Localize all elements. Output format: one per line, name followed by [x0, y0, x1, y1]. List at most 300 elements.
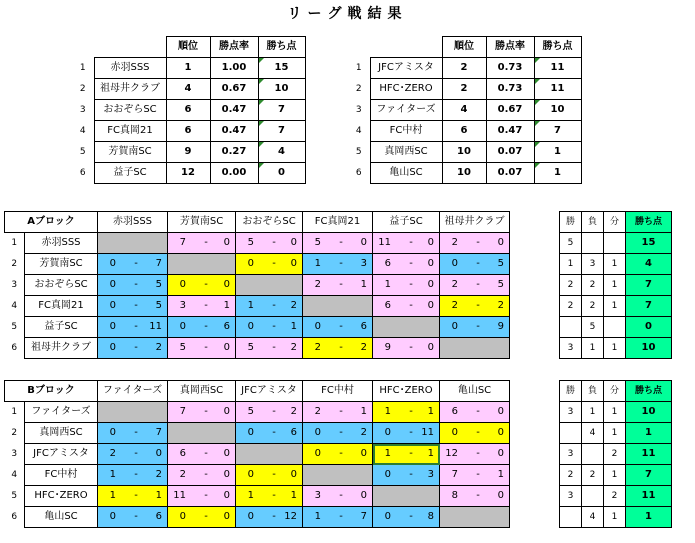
match-result-cell[interactable] [236, 296, 303, 317]
row-team-name[interactable]: 益子SC [25, 317, 98, 338]
row-number: 5 [79, 147, 86, 157]
match-result-cell[interactable] [440, 423, 510, 444]
score-dash: - [476, 279, 480, 290]
score-dash: - [409, 448, 413, 459]
draws-cell[interactable]: 1 [604, 338, 626, 359]
match-result-cell[interactable] [236, 233, 303, 254]
row-number: 3 [79, 105, 86, 115]
score-dash: - [204, 279, 208, 290]
stats-header-row [560, 381, 672, 402]
matrix-header-team: HFC･ZERO [373, 381, 440, 402]
stats-header-1: 負 [582, 212, 604, 233]
self-match-cell [98, 402, 168, 423]
points-cell[interactable]: 7 [534, 121, 581, 142]
away-score: 0 [427, 279, 435, 290]
stats-row [560, 402, 672, 423]
rank-cell[interactable]: 4 [166, 79, 210, 100]
match-result-cell[interactable] [303, 338, 373, 359]
match-result-cell[interactable] [168, 233, 236, 254]
matrix-header-team: FC中村 [303, 381, 373, 402]
home-score: 0 [179, 511, 186, 522]
match-result-cell[interactable] [98, 338, 168, 359]
match-result-cell[interactable] [440, 275, 510, 296]
away-score: 5 [155, 279, 163, 290]
match-result-cell[interactable] [373, 275, 440, 296]
rate-cell[interactable]: 0.07 [486, 163, 534, 184]
score-dash: - [204, 490, 208, 501]
score-dash: - [476, 469, 480, 480]
home-score: 7 [451, 469, 458, 480]
wins-cell[interactable] [560, 423, 582, 444]
draws-cell[interactable]: 1 [604, 507, 626, 528]
match-result-cell[interactable] [303, 233, 373, 254]
wins-cell[interactable]: 3 [560, 486, 582, 507]
match-result-cell[interactable] [373, 233, 440, 254]
match-result-cell[interactable] [98, 507, 168, 528]
standings-header-2: 勝ち点 [258, 37, 305, 58]
match-result-cell[interactable] [373, 465, 440, 486]
row-team-name[interactable]: JFCアミスタ [25, 444, 98, 465]
match-result-cell[interactable] [98, 317, 168, 338]
row-team-name[interactable]: 祖母井クラブ [25, 338, 98, 359]
away-score: 2 [360, 342, 368, 353]
draws-cell[interactable]: 2 [604, 444, 626, 465]
team-name-cell[interactable]: HFC･ZERO [370, 79, 442, 100]
wins-cell[interactable]: 2 [560, 275, 582, 296]
total-points-cell[interactable]: 11 [626, 486, 672, 507]
draws-cell[interactable]: 2 [604, 486, 626, 507]
matrix-row [5, 402, 510, 423]
rank-cell[interactable]: 10 [442, 163, 486, 184]
total-points-cell[interactable]: 4 [626, 254, 672, 275]
points-cell[interactable]: 1 [534, 142, 581, 163]
row-number: 4 [11, 301, 18, 311]
stats-header-3: 勝ち点 [626, 381, 672, 402]
match-result-cell[interactable] [168, 444, 236, 465]
team-name-cell[interactable]: FC真岡21 [94, 121, 166, 142]
row-team-name[interactable]: おおぞらSC [25, 275, 98, 296]
home-score: 5 [247, 342, 255, 353]
standings-row [72, 58, 305, 79]
away-score: 2 [290, 406, 297, 417]
away-score: 7 [360, 511, 367, 522]
match-result-cell[interactable] [236, 254, 303, 275]
total-points-cell[interactable]: 0 [626, 317, 672, 338]
matrix-header-team: 真岡西SC [168, 381, 236, 402]
points-cell[interactable]: 11 [534, 79, 581, 100]
losses-cell[interactable] [582, 233, 604, 254]
match-result-cell[interactable] [303, 486, 373, 507]
rank-cell[interactable]: 10 [442, 142, 486, 163]
match-result-cell[interactable] [440, 296, 510, 317]
row-number: 2 [79, 84, 86, 94]
away-score: 0 [360, 237, 368, 248]
match-result-cell[interactable] [303, 507, 373, 528]
match-result-cell[interactable] [168, 507, 236, 528]
match-result-cell[interactable] [168, 402, 236, 423]
match-result-cell[interactable] [303, 275, 373, 296]
team-name-cell[interactable]: 祖母井クラブ [94, 79, 166, 100]
match-result-cell[interactable] [440, 317, 510, 338]
away-score: 1 [360, 279, 368, 290]
score-dash: - [339, 406, 343, 417]
rate-cell[interactable]: 0.00 [210, 163, 258, 184]
match-result-cell[interactable] [303, 444, 373, 465]
score-dash: - [204, 300, 208, 311]
match-result-cell[interactable] [98, 275, 168, 296]
row-number: 4 [355, 126, 362, 136]
draws-cell[interactable]: 1 [604, 423, 626, 444]
away-score: 0 [360, 448, 367, 459]
score-dash: - [272, 469, 276, 480]
score-dash: - [476, 406, 480, 417]
match-result-cell[interactable] [168, 296, 236, 317]
match-result-cell[interactable] [168, 486, 236, 507]
rate-cell[interactable]: 0.67 [486, 100, 534, 121]
home-score: 6 [451, 406, 458, 417]
wins-cell[interactable]: 5 [560, 233, 582, 254]
away-score: 11 [149, 321, 163, 332]
rank-cell[interactable]: 6 [166, 100, 210, 121]
losses-cell[interactable] [582, 486, 604, 507]
home-score: 2 [314, 342, 322, 353]
row-number: 3 [11, 280, 18, 290]
rank-cell[interactable]: 4 [442, 100, 486, 121]
row-number: 2 [11, 259, 18, 269]
rank-cell[interactable]: 12 [166, 163, 210, 184]
match-result-cell[interactable] [440, 465, 510, 486]
away-score: 0 [223, 490, 230, 501]
standings-header-row [348, 37, 581, 58]
wins-cell[interactable]: 2 [560, 465, 582, 486]
home-score: 0 [384, 427, 391, 438]
score-dash: - [204, 511, 208, 522]
row-number: 1 [355, 63, 362, 73]
draws-cell[interactable]: 1 [604, 275, 626, 296]
row-team-name[interactable]: 芳賀南SC [25, 254, 98, 275]
matrix-row [5, 465, 510, 486]
team-name-cell[interactable]: 益子SC [94, 163, 166, 184]
match-result-cell[interactable] [98, 254, 168, 275]
wins-cell[interactable]: 3 [560, 402, 582, 423]
home-score: 2 [314, 279, 322, 290]
away-score: 5 [497, 279, 505, 290]
row-team-name[interactable]: HFC･ZERO [25, 486, 98, 507]
score-dash: - [134, 448, 138, 459]
stats-header-1: 負 [582, 381, 604, 402]
rank-cell[interactable]: 9 [166, 142, 210, 163]
losses-cell[interactable]: 1 [582, 338, 604, 359]
score-dash: - [339, 342, 343, 353]
matrix-header-team: FC真岡21 [303, 212, 373, 233]
match-result-cell[interactable] [440, 402, 510, 423]
away-score: 0 [223, 342, 231, 353]
team-name-cell[interactable]: JFCアミスタ [370, 58, 442, 79]
row-team-name[interactable]: 亀山SC [25, 507, 98, 528]
draws-cell[interactable] [604, 317, 626, 338]
score-dash: - [339, 321, 343, 332]
row-team-name[interactable]: ファイターズ [25, 402, 98, 423]
score-dash: - [476, 448, 480, 459]
match-result-cell[interactable] [373, 296, 440, 317]
match-result-cell[interactable] [303, 402, 373, 423]
match-result-cell[interactable] [373, 507, 440, 528]
self-match-cell [373, 317, 440, 338]
stats-row [560, 275, 672, 296]
stats-row [560, 507, 672, 528]
home-score: 6 [384, 258, 392, 269]
match-result-cell[interactable] [373, 444, 440, 465]
away-score: 3 [427, 469, 434, 480]
rate-cell[interactable]: 0.47 [210, 121, 258, 142]
match-result-cell[interactable] [303, 317, 373, 338]
losses-cell[interactable] [582, 444, 604, 465]
match-result-cell[interactable] [98, 296, 168, 317]
match-result-cell[interactable] [168, 317, 236, 338]
match-result-cell[interactable] [440, 254, 510, 275]
matrix-row [5, 275, 510, 296]
away-score: 0 [427, 237, 435, 248]
home-score: 2 [179, 469, 186, 480]
points-cell[interactable]: 7 [258, 121, 305, 142]
losses-cell[interactable]: 3 [582, 254, 604, 275]
home-score: 7 [179, 406, 186, 417]
match-result-cell[interactable] [98, 423, 168, 444]
losses-cell[interactable]: 2 [582, 275, 604, 296]
away-score: 0 [290, 258, 298, 269]
match-result-cell[interactable] [373, 423, 440, 444]
match-result-cell[interactable] [168, 465, 236, 486]
team-name-cell[interactable]: おおぞらSC [94, 100, 166, 121]
rate-cell[interactable]: 1.00 [210, 58, 258, 79]
points-cell[interactable]: 0 [258, 163, 305, 184]
rank-cell[interactable]: 6 [166, 121, 210, 142]
match-result-cell[interactable] [236, 465, 303, 486]
match-result-cell[interactable] [440, 233, 510, 254]
match-result-cell[interactable] [440, 444, 510, 465]
score-dash: - [272, 342, 276, 353]
team-name-cell[interactable]: 亀山SC [370, 163, 442, 184]
total-points-cell[interactable]: 1 [626, 507, 672, 528]
team-name-cell[interactable]: FC中村 [370, 121, 442, 142]
draws-cell[interactable]: 1 [604, 465, 626, 486]
wins-cell[interactable] [560, 507, 582, 528]
standings-row [72, 100, 305, 121]
home-score: 2 [314, 406, 321, 417]
away-score: 12 [284, 511, 297, 522]
wins-cell[interactable]: 3 [560, 338, 582, 359]
match-result-cell[interactable] [236, 423, 303, 444]
total-points-cell[interactable]: 7 [626, 275, 672, 296]
away-score: 0 [290, 469, 297, 480]
points-cell[interactable]: 1 [534, 163, 581, 184]
rate-cell[interactable]: 0.27 [210, 142, 258, 163]
stats-row [560, 486, 672, 507]
rate-cell[interactable]: 0.67 [210, 79, 258, 100]
match-result-cell[interactable] [236, 338, 303, 359]
team-name-cell[interactable]: 赤羽SSS [94, 58, 166, 79]
match-result-cell[interactable] [440, 486, 510, 507]
rank-cell[interactable]: 6 [442, 121, 486, 142]
home-score: 0 [109, 342, 117, 353]
away-score: 5 [155, 300, 163, 311]
points-cell[interactable]: 4 [258, 142, 305, 163]
row-number: 4 [79, 126, 86, 136]
team-name-cell[interactable]: 芳賀南SC [94, 142, 166, 163]
match-result-cell[interactable] [373, 338, 440, 359]
score-dash: - [409, 511, 413, 522]
home-score: 11 [378, 237, 392, 248]
match-result-cell[interactable] [98, 444, 168, 465]
losses-cell[interactable]: 4 [582, 507, 604, 528]
away-score: 2 [497, 300, 505, 311]
row-team-name[interactable]: 真岡西SC [25, 423, 98, 444]
blank-cell [370, 37, 442, 58]
rate-cell[interactable]: 0.73 [486, 58, 534, 79]
away-score: 0 [427, 300, 435, 311]
total-points-cell[interactable]: 11 [626, 444, 672, 465]
home-score: 0 [109, 300, 117, 311]
total-points-cell[interactable]: 15 [626, 233, 672, 254]
match-result-cell[interactable] [373, 402, 440, 423]
matrix-row [5, 233, 510, 254]
away-score: 6 [360, 321, 368, 332]
match-result-cell[interactable] [168, 275, 236, 296]
points-cell[interactable]: 7 [258, 100, 305, 121]
home-score: 1 [247, 300, 255, 311]
wins-cell[interactable] [560, 317, 582, 338]
away-score: 2 [155, 342, 163, 353]
draws-cell[interactable]: 1 [604, 296, 626, 317]
matrix-row [5, 507, 510, 528]
losses-cell[interactable]: 4 [582, 423, 604, 444]
home-score: 0 [451, 321, 459, 332]
score-dash: - [409, 469, 413, 480]
total-points-cell[interactable]: 7 [626, 296, 672, 317]
wins-cell[interactable]: 2 [560, 296, 582, 317]
score-dash: - [409, 406, 413, 417]
home-score: 2 [109, 448, 116, 459]
match-result-cell[interactable] [236, 486, 303, 507]
match-result-cell[interactable] [236, 507, 303, 528]
stats-row [560, 465, 672, 486]
away-score: 0 [223, 406, 230, 417]
stats-header-3: 勝ち点 [626, 212, 672, 233]
score-dash: - [272, 237, 276, 248]
away-score: 0 [427, 258, 435, 269]
standings-row [72, 79, 305, 100]
rank-cell[interactable]: 2 [442, 79, 486, 100]
wins-cell[interactable]: 3 [560, 444, 582, 465]
score-dash: - [134, 427, 138, 438]
score-dash: - [134, 469, 138, 480]
home-score: 0 [247, 321, 255, 332]
draws-cell[interactable]: 1 [604, 402, 626, 423]
losses-cell[interactable]: 2 [582, 465, 604, 486]
match-result-cell[interactable] [236, 402, 303, 423]
matrix-row [5, 486, 510, 507]
away-score: 1 [427, 448, 434, 459]
rank-cell[interactable]: 2 [442, 58, 486, 79]
row-number: 1 [11, 238, 18, 249]
score-dash: - [134, 321, 138, 332]
away-score: 0 [427, 342, 435, 353]
score-dash: - [476, 258, 480, 269]
match-result-cell[interactable] [98, 465, 168, 486]
self-match-cell [236, 444, 303, 465]
standings-table-b [348, 36, 582, 184]
team-name-cell[interactable]: ファイターズ [370, 100, 442, 121]
losses-cell[interactable]: 5 [582, 317, 604, 338]
stats-header-2: 分 [604, 381, 626, 402]
losses-cell[interactable]: 1 [582, 402, 604, 423]
home-score: 0 [109, 321, 117, 332]
score-dash: - [134, 279, 138, 290]
away-score: 0 [497, 490, 504, 501]
points-cell[interactable]: 10 [258, 79, 305, 100]
score-dash: - [339, 511, 343, 522]
total-points-cell[interactable]: 7 [626, 465, 672, 486]
standings-header-0: 順位 [442, 37, 486, 58]
standings-table-a [72, 36, 306, 184]
away-score: 1 [497, 469, 504, 480]
row-number: 2 [355, 84, 362, 94]
row-number: 3 [355, 105, 362, 115]
away-score: 0 [223, 511, 230, 522]
total-points-cell[interactable]: 10 [626, 338, 672, 359]
match-result-cell[interactable] [303, 254, 373, 275]
rank-cell[interactable]: 1 [166, 58, 210, 79]
rate-cell[interactable]: 0.73 [486, 79, 534, 100]
home-score: 0 [314, 321, 322, 332]
match-result-cell[interactable] [168, 338, 236, 359]
match-result-cell[interactable] [236, 317, 303, 338]
home-score: 6 [179, 448, 186, 459]
rate-cell[interactable]: 0.07 [486, 142, 534, 163]
draws-cell[interactable] [604, 233, 626, 254]
team-name-cell[interactable]: 真岡西SC [370, 142, 442, 163]
matrix-header-row [5, 381, 510, 402]
home-score: 0 [109, 511, 116, 522]
wins-cell[interactable]: 1 [560, 254, 582, 275]
row-team-name[interactable]: 赤羽SSS [25, 233, 98, 254]
total-points-cell[interactable]: 1 [626, 423, 672, 444]
rate-cell[interactable]: 0.47 [486, 121, 534, 142]
points-cell[interactable]: 11 [534, 58, 581, 79]
points-cell[interactable]: 10 [534, 100, 581, 121]
away-score: 1 [155, 490, 162, 501]
rate-cell[interactable]: 0.47 [210, 100, 258, 121]
stats-row [560, 233, 672, 254]
total-points-cell[interactable]: 10 [626, 402, 672, 423]
points-cell[interactable]: 15 [258, 58, 305, 79]
home-score: 0 [179, 279, 187, 290]
match-result-cell[interactable] [373, 254, 440, 275]
score-dash: - [204, 448, 208, 459]
score-dash: - [272, 300, 276, 311]
row-team-name[interactable]: FC真岡21 [25, 296, 98, 317]
match-result-cell[interactable] [98, 486, 168, 507]
draws-cell[interactable]: 1 [604, 254, 626, 275]
score-dash: - [409, 237, 413, 248]
row-number: 5 [11, 491, 18, 501]
row-team-name[interactable]: FC中村 [25, 465, 98, 486]
away-score: 0 [223, 469, 230, 480]
losses-cell[interactable]: 2 [582, 296, 604, 317]
matrix-row [5, 296, 510, 317]
home-score: 0 [247, 511, 254, 522]
match-result-cell[interactable] [303, 423, 373, 444]
